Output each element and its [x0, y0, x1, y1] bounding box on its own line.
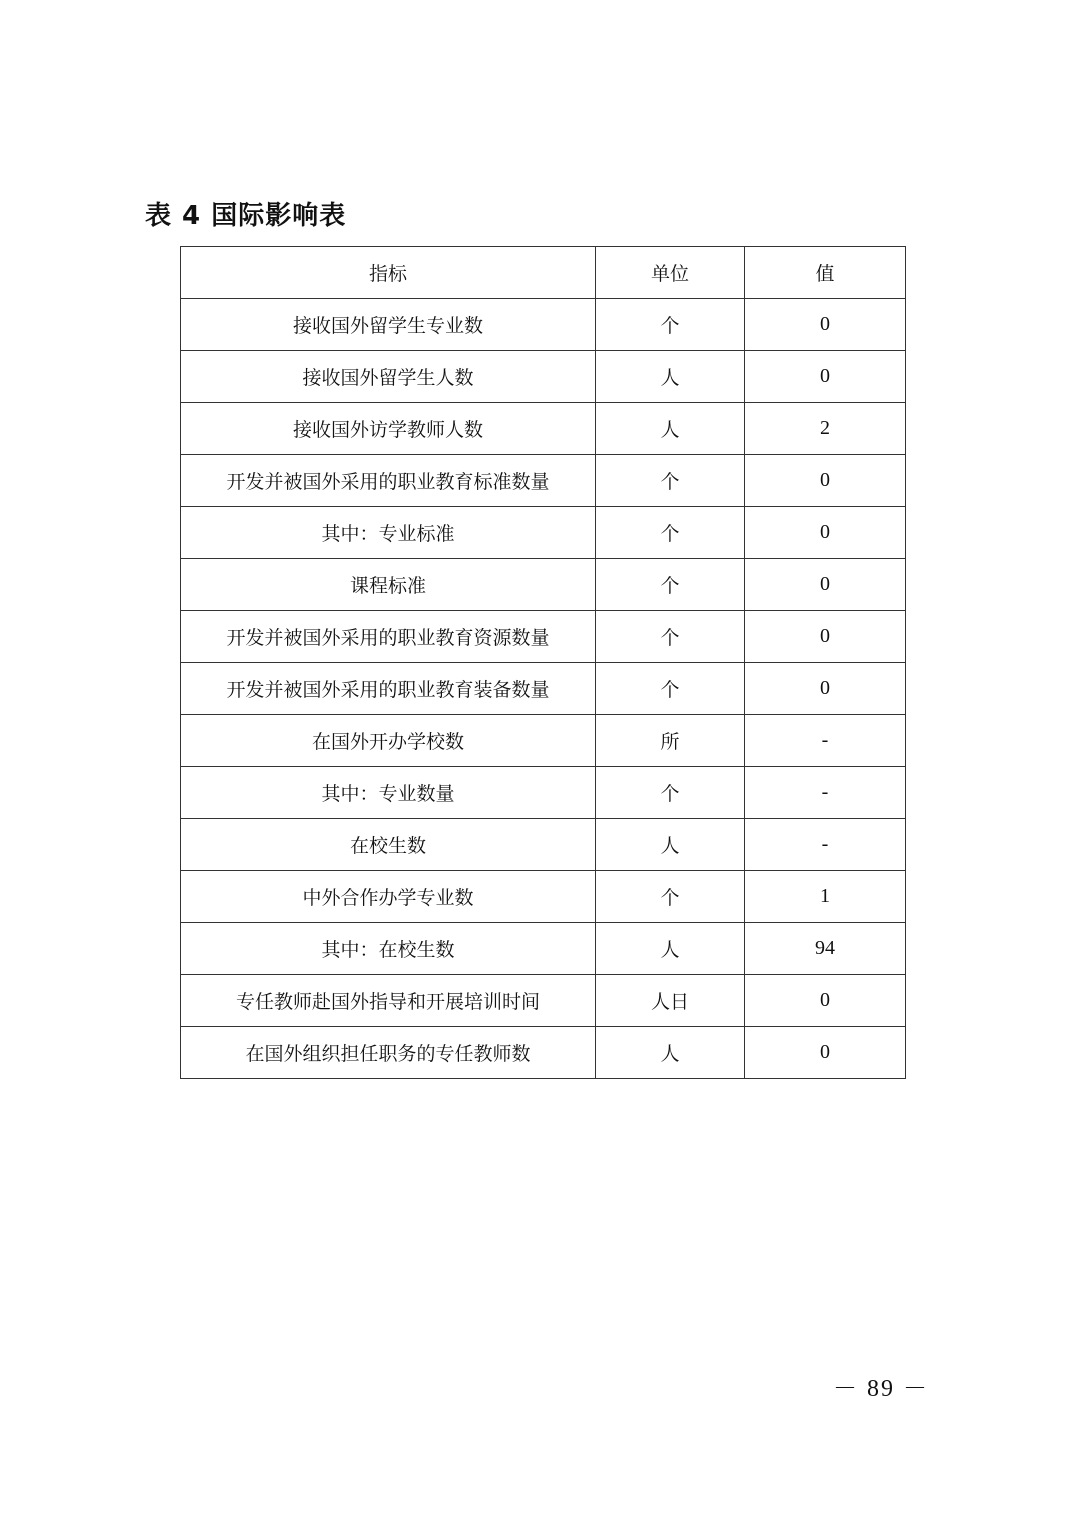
table-row [181, 403, 906, 455]
value-cell: - [745, 819, 906, 871]
unit-cell: 个 [596, 767, 745, 819]
table-row [181, 1027, 906, 1079]
table-row [181, 975, 906, 1027]
value-cell: 94 [745, 923, 906, 975]
value-cell: 0 [745, 507, 906, 559]
indicator-cell: 接收国外访学教师人数 [181, 403, 596, 455]
value-cell: 2 [745, 403, 906, 455]
value-cell: 0 [745, 975, 906, 1027]
unit-cell: 个 [596, 455, 745, 507]
table-row [181, 871, 906, 923]
table-row [181, 663, 906, 715]
table-row [181, 715, 906, 767]
indicator-cell: 开发并被国外采用的职业教育标准数量 [181, 455, 596, 507]
value-cell: 0 [745, 1027, 906, 1079]
table-row [181, 455, 906, 507]
unit-cell: 人 [596, 923, 745, 975]
indicator-cell: 其中：专业数量 [181, 767, 596, 819]
indicator-cell: 开发并被国外采用的职业教育装备数量 [181, 663, 596, 715]
unit-cell: 人 [596, 1027, 745, 1079]
value-cell: 0 [745, 559, 906, 611]
unit-cell: 个 [596, 559, 745, 611]
unit-cell: 人 [596, 351, 745, 403]
header-value: 值 [745, 247, 906, 299]
table-row [181, 507, 906, 559]
table-row [181, 611, 906, 663]
value-cell: - [745, 767, 906, 819]
indicator-cell: 其中：专业标准 [181, 507, 596, 559]
table-row [181, 351, 906, 403]
value-cell: 0 [745, 455, 906, 507]
page-number: － 89 － [833, 1376, 929, 1402]
indicator-cell: 在校生数 [181, 819, 596, 871]
indicator-cell: 课程标准 [181, 559, 596, 611]
unit-cell: 个 [596, 611, 745, 663]
unit-cell: 人 [596, 819, 745, 871]
international-influence-table [180, 246, 906, 1079]
value-cell: 1 [745, 871, 906, 923]
indicator-cell: 中外合作办学专业数 [181, 871, 596, 923]
indicator-cell: 其中：在校生数 [181, 923, 596, 975]
indicator-cell: 在国外开办学校数 [181, 715, 596, 767]
unit-cell: 所 [596, 715, 745, 767]
indicator-cell: 在国外组织担任职务的专任教师数 [181, 1027, 596, 1079]
indicator-cell: 专任教师赴国外指导和开展培训时间 [181, 975, 596, 1027]
value-cell: 0 [745, 351, 906, 403]
table-row [181, 923, 906, 975]
unit-cell: 个 [596, 299, 745, 351]
table-row [181, 299, 906, 351]
value-cell: - [745, 715, 906, 767]
table-row [181, 559, 906, 611]
indicator-cell: 接收国外留学生专业数 [181, 299, 596, 351]
table-row [181, 767, 906, 819]
unit-cell: 人日 [596, 975, 745, 1027]
value-cell: 0 [745, 663, 906, 715]
value-cell: 0 [745, 611, 906, 663]
unit-cell: 人 [596, 403, 745, 455]
table-row [181, 819, 906, 871]
indicator-cell: 接收国外留学生人数 [181, 351, 596, 403]
table-title: 表 4 国际影响表 [145, 201, 347, 231]
header-indicator: 指标 [181, 247, 596, 299]
header-unit: 单位 [596, 247, 745, 299]
unit-cell: 个 [596, 663, 745, 715]
table-header-row [181, 247, 906, 299]
unit-cell: 个 [596, 507, 745, 559]
value-cell: 0 [745, 299, 906, 351]
unit-cell: 个 [596, 871, 745, 923]
indicator-cell: 开发并被国外采用的职业教育资源数量 [181, 611, 596, 663]
